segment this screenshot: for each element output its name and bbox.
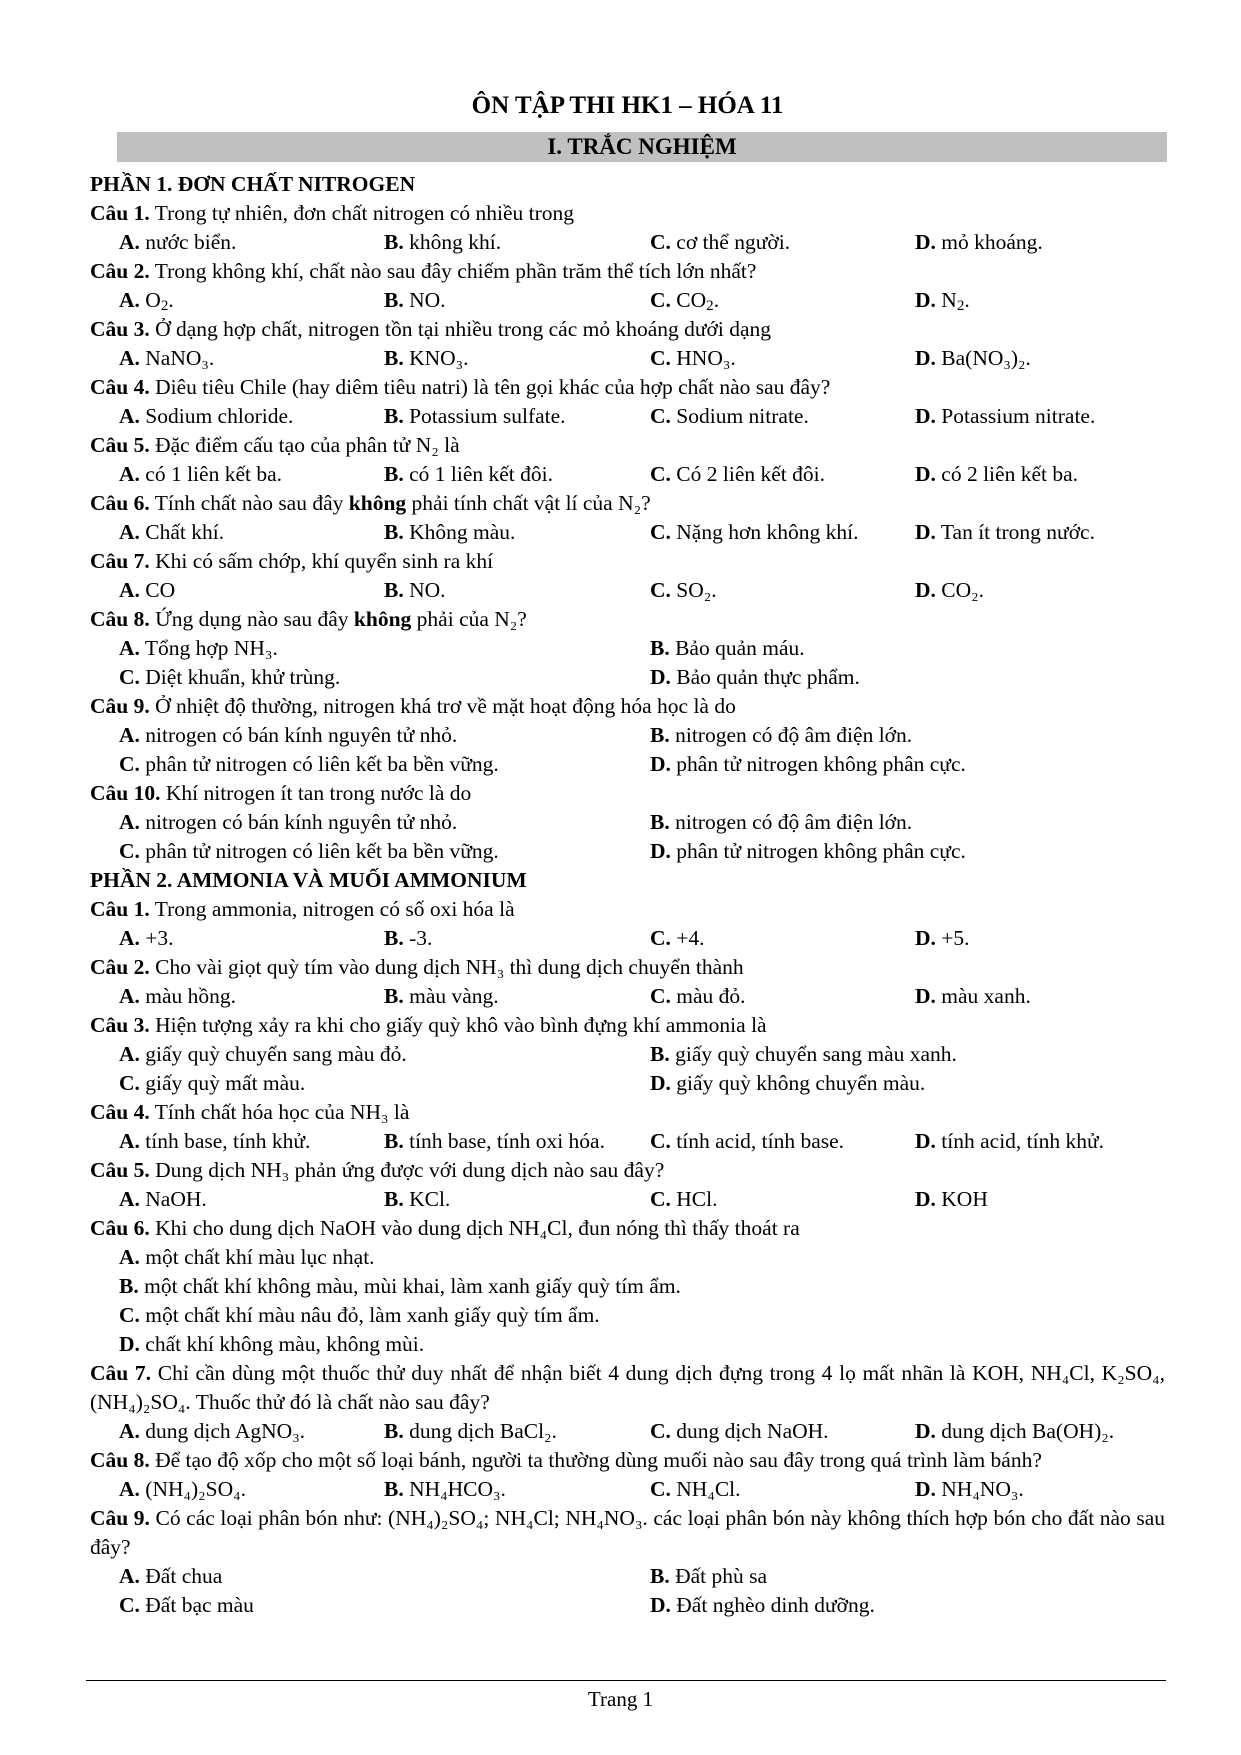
option-b: B. KNO₃. — [384, 346, 469, 370]
question-label: Câu 9. — [90, 1506, 150, 1530]
option-a: A. nước biển. — [119, 230, 237, 254]
question — [90, 1446, 1165, 1475]
option-c: C. phân tử nitrogen có liên kết ba bền vững. — [119, 752, 499, 776]
options-row — [90, 1127, 1165, 1156]
section-band: I. TRẮC NGHIỆM — [117, 132, 1167, 162]
option-a: A. tính base, tính khử. — [119, 1129, 311, 1153]
option-b: B. Potassium sulfate. — [384, 404, 566, 428]
question-label: Câu 9. — [90, 694, 150, 718]
options-row — [90, 1417, 1165, 1446]
option-d: D. Đất nghèo dinh dưỡng. — [650, 1593, 875, 1617]
options-row — [90, 1562, 1165, 1591]
question-text: Đặc điểm cấu tạo của phân tử N₂ là — [155, 433, 460, 457]
question — [90, 1156, 1165, 1185]
page-title: ÔN TẬP THI HK1 – HÓA 11 — [471, 92, 784, 119]
options-row — [90, 663, 1165, 692]
question-label: Câu 8. — [90, 607, 150, 631]
option-d: D. dung dịch Ba(OH)₂. — [915, 1419, 1115, 1443]
page-number: Trang 1 — [587, 1687, 654, 1711]
options-row — [90, 808, 1165, 837]
emphasis-text: không — [348, 491, 407, 515]
question-label: Câu 3. — [90, 317, 150, 341]
question-label: Câu 10. — [90, 781, 161, 805]
option-d: D. Tan ít trong nước. — [915, 520, 1095, 544]
option-a: A. màu hồng. — [119, 984, 237, 1008]
option-b: B. NO. — [384, 288, 446, 312]
options-row — [90, 924, 1165, 953]
option-b: B. một chất khí không màu, mùi khai, làm xanh giấy quỳ tím ẩm. — [119, 1274, 681, 1298]
question-text: Trong ammonia, nitrogen có số oxi hóa là — [154, 897, 515, 921]
option-b: B. giấy quỳ chuyển sang màu xanh. — [650, 1042, 957, 1066]
option-c: C. màu đỏ. — [650, 984, 746, 1008]
option-b: B. nitrogen có độ âm điện lớn. — [650, 723, 913, 747]
option-a: A. +3. — [119, 926, 174, 950]
question — [90, 692, 1165, 721]
options-row — [90, 576, 1165, 605]
option-b: B. Không màu. — [384, 520, 516, 544]
option-d: D. mỏ khoáng. — [915, 230, 1043, 254]
options-row — [90, 518, 1165, 547]
options-row — [90, 286, 1165, 315]
question-label: Câu 8. — [90, 1448, 150, 1472]
option-d: D. phân tử nitrogen không phân cực. — [650, 752, 966, 776]
option-b: B. không khí. — [384, 230, 502, 254]
option-a: A. Tổng hợp NH₃. — [119, 636, 278, 660]
option-b: B. KCl. — [384, 1187, 451, 1211]
option-c: C. Có 2 liên kết đôi. — [650, 462, 825, 486]
question-text: Để tạo độ xốp cho một số loại bánh, người ta thường dùng muối nào sau đây trong quá trình làm bánh? — [155, 1448, 1042, 1472]
option-a: A. NaNO₃. — [119, 346, 215, 370]
option-b: B. NH₄HCO₃. — [384, 1477, 506, 1501]
options-row — [90, 344, 1165, 373]
option-d: D. Bảo quản thực phẩm. — [650, 665, 860, 689]
option-a: A. một chất khí màu lục nhạt. — [119, 1245, 375, 1269]
option-b: B. nitrogen có độ âm điện lớn. — [650, 810, 913, 834]
question — [90, 199, 1165, 228]
question — [90, 1214, 1165, 1243]
option-a: A. CO — [119, 578, 176, 602]
question — [90, 373, 1165, 402]
option-a: A. nitrogen có bán kính nguyên tử nhỏ. — [119, 810, 458, 834]
option-b: B. dung dịch BaCl₂. — [384, 1419, 557, 1443]
question-label: Câu 7. — [90, 1361, 152, 1385]
option-d: D. màu xanh. — [915, 984, 1031, 1008]
option-c: C. Nặng hơn không khí. — [650, 520, 859, 544]
question — [90, 315, 1165, 344]
question-text: Hiện tượng xảy ra khi cho giấy quỳ khô vào bình đựng khí ammonia là — [155, 1013, 767, 1037]
option-d: D. $N_2$. — [915, 288, 970, 314]
options-row — [90, 228, 1165, 257]
question-text: Diêu tiêu Chile (hay diêm tiêu natri) là tên gọi khác của hợp chất nào sau đây? — [155, 375, 831, 399]
option-b: B. màu vàng. — [384, 984, 499, 1008]
option-d: D. CO₂. — [915, 578, 985, 602]
question-text: Trong tự nhiên, đơn chất nitrogen có nhiều trong — [154, 201, 575, 225]
option-d: D. giấy quỳ không chuyển màu. — [650, 1071, 926, 1095]
option-c: C. $CO_2$. — [650, 288, 720, 314]
option-a: A. Sodium chloride. — [119, 404, 294, 428]
question — [90, 1011, 1165, 1040]
question-label: Câu 5. — [90, 1158, 150, 1182]
question — [90, 1098, 1165, 1127]
options-row — [90, 1040, 1165, 1069]
question-label: Câu 7. — [90, 549, 150, 573]
option-d: D. NH₄NO₃. — [915, 1477, 1024, 1501]
options-row — [90, 460, 1165, 489]
part-heading: PHẦN 2. AMMONIA VÀ MUỐI AMMONIUM — [90, 868, 527, 892]
option-c: C. NH₄Cl. — [650, 1477, 741, 1501]
option-a: A. NaOH. — [119, 1187, 207, 1211]
question-label: Câu 1. — [90, 201, 150, 225]
option-d: D. Potassium nitrate. — [915, 404, 1096, 428]
question-label: Câu 2. — [90, 955, 150, 979]
question: Câu 8. Ứng dụng nào sau đây không phải của N₂? — [90, 607, 527, 631]
option-c: C. HCl. — [650, 1187, 718, 1211]
options-row — [90, 1475, 1165, 1504]
option-b: B. Bảo quản máu. — [650, 636, 805, 660]
option-c: C. Diệt khuẩn, khử trùng. — [119, 665, 341, 689]
emphasis-text: không — [353, 607, 412, 631]
option-c: C. một chất khí màu nâu đỏ, làm xanh giấy quỳ tím ẩm. — [119, 1303, 600, 1327]
options-row — [90, 634, 1165, 663]
option-a: A. giấy quỳ chuyển sang màu đỏ. — [119, 1042, 407, 1066]
option-c: C. tính acid, tính base. — [650, 1129, 845, 1153]
option-c: C. dung dịch NaOH. — [650, 1419, 829, 1443]
options-row — [90, 750, 1165, 779]
question-text: Có các loại phân bón như: (NH₄)₂SO₄; NH₄Cl; NH₄NO₃. các loại phân bón này không thích hợp bón cho đất nào sau đây? — [90, 1506, 1166, 1559]
question-label: Câu 5. — [90, 433, 150, 457]
question — [90, 895, 1165, 924]
option-a: A. Chất khí. — [119, 520, 225, 544]
option-c: C. +4. — [650, 926, 705, 950]
question-label: Câu 1. — [90, 897, 150, 921]
question — [90, 953, 1165, 982]
option-c: C. phân tử nitrogen có liên kết ba bền vững. — [119, 839, 499, 863]
option-d: D. KOH — [915, 1187, 988, 1211]
option-d: D. chất khí không màu, không mùi. — [119, 1332, 425, 1356]
options-row — [90, 402, 1165, 431]
question-text: Tính chất hóa học của NH₃ là — [154, 1100, 410, 1124]
question — [90, 257, 1165, 286]
option-c: C. Sodium nitrate. — [650, 404, 809, 428]
question-label: Câu 6. — [90, 1216, 150, 1240]
option-a: A. Đất chua — [119, 1564, 223, 1588]
question-label: Câu 4. — [90, 375, 150, 399]
question — [90, 1504, 1165, 1562]
option-a: A. có 1 liên kết ba. — [119, 462, 282, 486]
option-b: B. tính base, tính oxi hóa. — [384, 1129, 605, 1153]
question-text: Cho vài giọt quỳ tím vào dung dịch NH₃ thì dung dịch chuyển thành — [155, 955, 744, 979]
question-text: Khi cho dung dịch NaOH vào dung dịch NH₄Cl, đun nóng thì thấy thoát ra — [155, 1216, 800, 1240]
question — [90, 779, 1165, 808]
question-text: Ở dạng hợp chất, nitrogen tồn tại nhiều trong các mỏ khoáng dưới dạng — [155, 317, 772, 341]
options-row — [90, 1185, 1165, 1214]
question-label: Câu 4. — [90, 1100, 150, 1124]
option-c: C. HNO₃. — [650, 346, 736, 370]
options-row — [90, 1591, 1165, 1620]
question — [90, 1359, 1165, 1417]
option-d: D. tính acid, tính khử. — [915, 1129, 1105, 1153]
question-text: Trong không khí, chất nào sau đây chiếm phần trăm thể tích lớn nhất? — [154, 259, 757, 283]
question-text: Ở nhiệt độ thường, nitrogen khá trơ về mặt hoạt động hóa học là do — [155, 694, 736, 718]
option-b: B. -3. — [384, 926, 433, 950]
question-label: Câu 2. — [90, 259, 150, 283]
option-a: A. $O_2$. — [119, 288, 174, 314]
question-text: Dung dịch NH₃ phản ứng được với dung dịch nào sau đây? — [155, 1158, 665, 1182]
question: Câu 6. Tính chất nào sau đây không phải tính chất vật lí của N₂? — [90, 491, 651, 515]
option-d: D. có 2 liên kết ba. — [915, 462, 1078, 486]
option-d: D. phân tử nitrogen không phân cực. — [650, 839, 966, 863]
question-text: Khí nitrogen ít tan trong nước là do — [165, 781, 472, 805]
option-b: B. NO. — [384, 578, 446, 602]
option-a: A. dung dịch AgNO₃. — [119, 1419, 306, 1443]
options-row — [90, 982, 1165, 1011]
option-d: D. Ba(NO₃)₂. — [915, 346, 1031, 370]
option-a: A. nitrogen có bán kính nguyên tử nhỏ. — [119, 723, 458, 747]
option-b: B. có 1 liên kết đôi. — [384, 462, 553, 486]
option-c: C. giấy quỳ mất màu. — [119, 1071, 306, 1095]
option-c: C. SO₂. — [650, 578, 717, 602]
question — [90, 431, 1165, 460]
question-label: Câu 6. — [90, 491, 150, 515]
option-b: B. Đất phù sa — [650, 1564, 768, 1588]
option-a: A. (NH₄)₂SO₄. — [119, 1477, 246, 1501]
question-label: Câu 3. — [90, 1013, 150, 1037]
part-heading: PHẦN 1. ĐƠN CHẤT NITROGEN — [90, 172, 416, 196]
question-text: Chỉ cần dùng một thuốc thử duy nhất để nhận biết 4 dung dịch đựng trong 4 lọ mất nhãn là KOH, NH₄Cl, K₂SO₄, (NH₄)₂SO₄. Thuốc thử đó là chất nào sau đây? — [90, 1361, 1166, 1414]
options-row — [90, 837, 1165, 866]
option-c: C. Đất bạc màu — [119, 1593, 254, 1617]
question-body — [90, 170, 1165, 1620]
footer-divider — [86, 1680, 1166, 1681]
option-d: D. +5. — [915, 926, 970, 950]
question — [90, 547, 1165, 576]
question-text: Khi có sấm chớp, khí quyển sinh ra khí — [155, 549, 494, 573]
options-row — [90, 721, 1165, 750]
option-c: C. cơ thể người. — [650, 230, 791, 254]
options-row — [90, 1069, 1165, 1098]
